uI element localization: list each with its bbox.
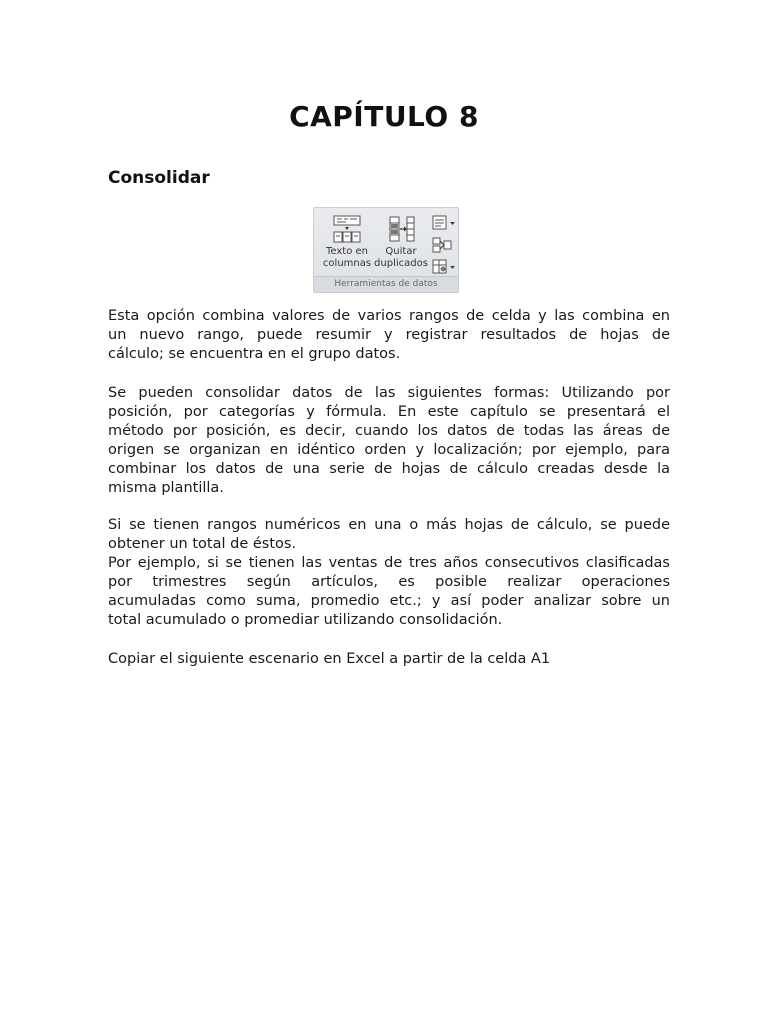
text-line: acumuladas como suma, promedio etc.; y así poder analizar sobre un xyxy=(108,593,670,609)
text-line: Si se tienen rangos numéricos en una o más hojas de cálculo, se puede xyxy=(108,517,670,533)
text-line: combinar los datos de una serie de hojas de cálculo creadas desde la xyxy=(108,461,670,477)
text-line: método por posición, es decir, cuando los datos de todas las áreas de xyxy=(108,423,670,439)
text-line: por trimestres según artículos, es posible realizar operaciones xyxy=(108,574,670,590)
text-to-columns-icon xyxy=(332,214,362,244)
paragraph-instruction xyxy=(108,650,670,669)
paragraph-forms xyxy=(108,384,670,498)
ribbon-data-tools-group xyxy=(313,207,459,293)
paragraph-intro xyxy=(108,307,670,364)
text-to-columns-label-1: Texto en xyxy=(325,246,368,257)
text-line: total acumulado o promediar utilizando consolidación. xyxy=(108,612,503,628)
consolidate-icon[interactable] xyxy=(431,235,457,255)
text-line: posición, por categorías y fórmula. En este capítulo se presentará el xyxy=(108,404,670,420)
text-line: obtener un total de éstos. xyxy=(108,536,297,552)
what-if-analysis-icon[interactable] xyxy=(431,257,457,277)
paragraph-numeric-ranges xyxy=(108,516,670,554)
remove-duplicates-icon xyxy=(386,214,416,244)
text-line: un nuevo rango, puede resumir y registrar resultados de hojas de xyxy=(108,327,670,343)
paragraph-example xyxy=(108,554,670,630)
text-line: Esta opción combina valores de varios rangos de celda y las combina en xyxy=(108,308,670,324)
text-line: origen se organizan en idéntico orden y localización; por ejemplo, para xyxy=(108,442,670,458)
text-line: misma plantilla. xyxy=(108,480,224,496)
text-line: Se pueden consolidar datos de las siguientes formas: Utilizando por xyxy=(108,385,670,401)
data-validation-icon[interactable] xyxy=(431,213,457,233)
text-line: cálculo; se encuentra en el grupo datos. xyxy=(108,346,401,362)
text-line: Copiar el siguiente escenario en Excel a partir de la celda A1 xyxy=(108,651,551,667)
remove-duplicates-button[interactable] xyxy=(372,214,430,270)
ribbon-group-label: Herramientas de datos xyxy=(314,276,458,292)
remove-duplicates-label-1: Quitar xyxy=(385,246,417,257)
chapter-title: CAPÍTULO 8 xyxy=(289,100,479,133)
text-line: Por ejemplo, si se tienen las ventas de tres años consecutivos clasificadas xyxy=(108,555,670,571)
text-to-columns-label-2: columnas xyxy=(322,258,372,269)
remove-duplicates-label-2: duplicados xyxy=(374,258,428,269)
section-title: Consolidar xyxy=(108,168,210,188)
text-to-columns-button[interactable] xyxy=(318,214,376,270)
ribbon-small-icons xyxy=(431,213,457,279)
